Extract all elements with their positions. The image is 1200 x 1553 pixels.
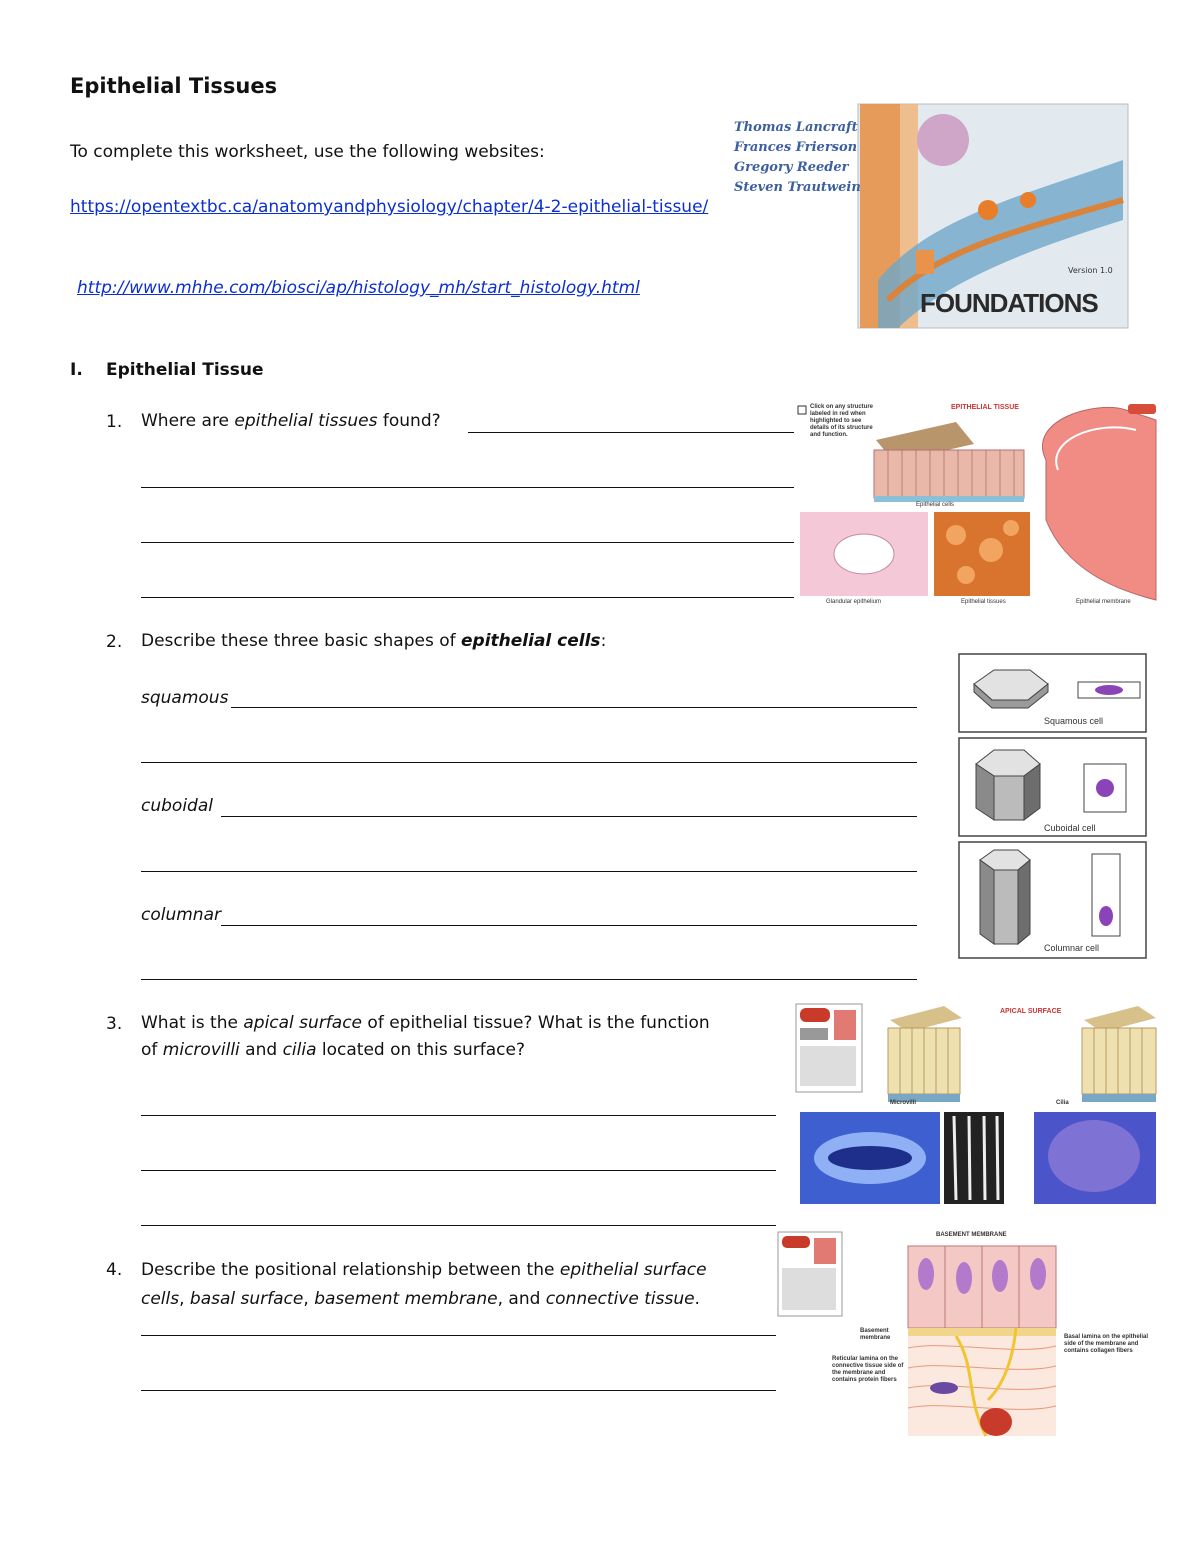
section-heading	[70, 360, 264, 380]
q3-text: What is the apical surface of epithelial tissue? What is the function of microvilli and cilia located on this surface?	[141, 1013, 710, 1060]
caption-columnar-cell: Columnar cell	[1044, 943, 1100, 953]
fig1-caption-membrane: Epithelial membrane	[1076, 599, 1131, 605]
link-mhhe[interactable]: http://www.mhhe.com/biosci/ap/histology_mh/start_histology.html	[77, 278, 640, 298]
caption-squamous-cell: Squamous cell	[1044, 716, 1104, 726]
author-4: Steven Trautwein	[734, 180, 861, 195]
label-cuboidal: cuboidal	[141, 796, 213, 816]
fig4-title: BASEMENT MEMBRANE	[936, 1232, 1007, 1238]
q1-number: 1.	[106, 412, 123, 432]
cuboidal-answer-line[interactable]	[221, 816, 917, 817]
q3-number: 3.	[106, 1014, 123, 1034]
fig4-basal-label: Basal lamina on the epithelial side of the membrane and contains collagen fibers	[1064, 1334, 1149, 1354]
q3-answer-line[interactable]	[141, 1170, 776, 1171]
author-3: Gregory Reeder	[734, 160, 849, 175]
caption-cuboidal-cell: Cuboidal cell	[1044, 823, 1096, 833]
fig3-title: APICAL SURFACE	[1000, 1008, 1062, 1015]
author-1: Thomas Lancraft	[734, 120, 858, 135]
columnar-answer-line[interactable]	[221, 925, 917, 926]
apical-surface-figure	[794, 1002, 1160, 1208]
q4-text: Describe the positional relationship between the epithelial surface cells, basal surface, basement membrane, and connective tissue.	[141, 1260, 707, 1309]
fig1-cells-label: Epithelial cells	[916, 502, 955, 508]
columnar-answer-line[interactable]	[141, 979, 917, 980]
q1-text: Where are epithelial tissues found?	[141, 411, 441, 431]
section-number: I.	[70, 360, 83, 380]
page-title: Epithelial Tissues	[70, 74, 278, 98]
book-name: FOUNDATIONS	[920, 288, 1098, 318]
q3-answer-line[interactable]	[141, 1225, 776, 1226]
book-version: Version 1.0	[1068, 266, 1113, 275]
section-title: Epithelial Tissue	[106, 360, 264, 380]
q4-answer-line[interactable]	[141, 1390, 776, 1391]
q1-answer-line[interactable]	[141, 542, 794, 543]
q2-number: 2.	[106, 632, 123, 652]
fig1-title: EPITHELIAL TISSUE	[951, 404, 1019, 411]
squamous-answer-line[interactable]	[141, 762, 917, 763]
cuboidal-answer-line[interactable]	[141, 871, 917, 872]
intro-text: To complete this worksheet, use the following websites:	[70, 142, 545, 162]
label-squamous: squamous	[141, 688, 229, 708]
q2-text: Describe these three basic shapes of epithelial cells:	[141, 631, 607, 651]
fig4-basement-label: Basement membrane	[860, 1328, 891, 1341]
fig1-caption-glandular: Glandular epithelium	[826, 599, 882, 605]
link-opentextbc[interactable]: https://opentextbc.ca/anatomyandphysiology/chapter/4-2-epithelial-tissue/	[70, 197, 709, 217]
basement-membrane-figure	[776, 1228, 1160, 1440]
q4-number: 4.	[106, 1260, 123, 1280]
q4-answer-line[interactable]	[141, 1335, 776, 1336]
squamous-answer-line[interactable]	[231, 707, 917, 708]
q1-answer-line[interactable]	[141, 597, 794, 598]
fig3-cilia-label: Cilia	[1056, 1100, 1069, 1106]
foundations-cover	[728, 100, 1130, 330]
author-2: Frances Frierson	[734, 140, 858, 155]
epithelial-tissue-figure	[796, 400, 1160, 610]
q1-answer-line[interactable]	[141, 487, 794, 488]
fig1-caption-tissues: Epithelial tissues	[961, 599, 1006, 605]
fig3-microvilli-label: Microvilli	[890, 1100, 917, 1106]
cell-shapes-figure	[956, 652, 1150, 962]
q1-answer-line[interactable]	[468, 432, 794, 433]
q3-answer-line[interactable]	[141, 1115, 776, 1116]
fig4-reticular-label: Reticular lamina on the connective tissue side of the membrane and contains protein fibers	[832, 1356, 904, 1383]
fig1-note: Click on any structure labeled in red when highlighted to see details of its structure and function.	[810, 404, 874, 438]
label-columnar: columnar	[141, 905, 221, 925]
